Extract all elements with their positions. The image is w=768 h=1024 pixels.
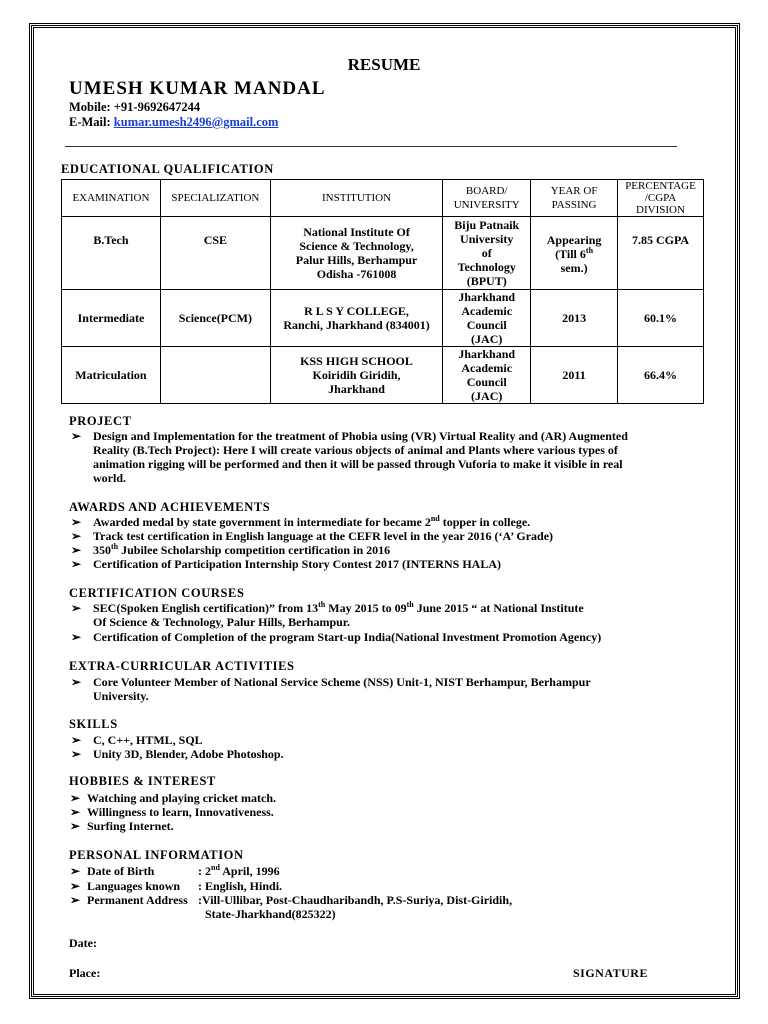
certification-item (71, 600, 584, 629)
inst-line: KSS HIGH SCHOOL (300, 354, 413, 368)
project-line: world. (93, 471, 126, 485)
project-line: Design and Implementation for the treatment of Phobia using (VR) Virtual Reality and (AR) Augmented (93, 429, 628, 443)
year-cell (531, 217, 618, 290)
spec-cell: CSE (160, 217, 270, 290)
award-text: Awarded medal by state government in intermediate for became 2 (93, 515, 431, 529)
hobby-item (70, 819, 174, 833)
hobby-item (70, 805, 274, 819)
board-line: (JAC) (471, 332, 503, 346)
email-line (69, 115, 278, 130)
cert-text: May 2015 to 09 (325, 601, 407, 615)
cert-text: Certification of Completion of the program Start-up India(National Investment Promotion Agency) (93, 630, 602, 644)
cert-sup: th (406, 600, 414, 609)
header-year: YEAR OF PASSING (531, 180, 618, 217)
board-line: Academic (461, 304, 513, 318)
board-line: Council (466, 318, 507, 332)
inst-line: Palur Hills, Berhampur (295, 253, 418, 267)
dob-label: Date of Birth (87, 864, 155, 878)
inst-line: R L S Y COLLEGE, (304, 304, 409, 318)
header-divider (65, 146, 677, 147)
mobile-number: Mobile: +91-9692647244 (69, 100, 201, 114)
score-cell: 60.1% (618, 290, 704, 347)
header-examination: EXAMINATION (62, 180, 161, 217)
arrow-bullet-icon: ➢ (71, 529, 82, 543)
address-label: Permanent Address (87, 893, 188, 907)
address-line2: State-Jharkhand(825322) (205, 907, 336, 921)
certification-heading: CERTIFICATION COURSES (69, 586, 245, 600)
header-institution: INSTITUTION (270, 180, 442, 217)
address-value: :Vill-Ullibar, Post-Chaudharibandh, P.S-Suriya, Dist-Giridih, (198, 893, 513, 907)
cert-text: SEC(Spoken English certification)” from 13 (93, 601, 319, 615)
arrow-bullet-icon: ➢ (71, 630, 82, 644)
cert-line (93, 601, 584, 615)
award-item (71, 529, 554, 543)
dob-value: April, 1996 (219, 864, 280, 878)
arrow-bullet-icon: ➢ (71, 675, 82, 689)
award-text: Jubilee Scholarship competition certification in 2016 (118, 543, 391, 557)
board-cell (443, 347, 531, 404)
resume-title: RESUME (347, 55, 421, 74)
header-specialization: SPECIALIZATION (160, 180, 270, 217)
board-cell (443, 217, 531, 290)
candidate-name: UMESH KUMAR MANDAL (69, 78, 326, 99)
table-row (62, 347, 704, 404)
board-cell (443, 290, 531, 347)
email-link[interactable]: kumar.umesh2496@gmail.com (113, 115, 279, 129)
year-text: (Till 6 (555, 247, 586, 261)
skill-text: C, C++, HTML, SQL (93, 733, 203, 747)
extracurricular-item (71, 675, 591, 703)
header-percentage: PERCENTAGE /CGPA DIVISION (618, 180, 704, 217)
arrow-bullet-icon: ➢ (71, 557, 82, 571)
hobby-item (70, 791, 277, 805)
spec-cell: Science(PCM) (160, 290, 270, 347)
awards-heading: AWARDS AND ACHIEVEMENTS (69, 500, 271, 514)
certification-item (71, 630, 602, 644)
arrow-bullet-icon: ➢ (71, 429, 82, 443)
inst-line: National Institute Of (303, 225, 410, 239)
board-line: (JAC) (471, 389, 503, 403)
inst-line: Jharkhand (328, 382, 385, 396)
arrow-bullet-icon: ➢ (70, 879, 81, 893)
award-text: topper in college. (439, 515, 531, 529)
institution-cell (270, 290, 442, 347)
education-heading: EDUCATIONAL QUALIFICATION (61, 162, 274, 176)
skill-text: Unity 3D, Blender, Adobe Photoshop. (93, 747, 284, 761)
arrow-bullet-icon: ➢ (71, 543, 82, 557)
hobby-text: Willingness to learn, Innovativeness. (87, 805, 274, 819)
languages-value: : English, Hindi. (198, 879, 283, 893)
email-label: E-Mail: (69, 115, 114, 129)
hobby-text: Watching and playing cricket match. (87, 791, 277, 805)
spec-cell (160, 347, 270, 404)
project-heading: PROJECT (69, 414, 132, 428)
year-sup: th (585, 246, 594, 255)
award-sup: nd (430, 514, 440, 523)
dob-sup: nd (211, 863, 220, 872)
arrow-bullet-icon: ➢ (70, 791, 81, 805)
arrow-bullet-icon: ➢ (71, 601, 82, 615)
skill-item (71, 733, 203, 747)
dob-value: : 2 (198, 864, 211, 878)
dob-item (70, 863, 280, 878)
board-line: University (460, 232, 514, 246)
institution-cell (270, 347, 442, 404)
personal-heading: PERSONAL INFORMATION (69, 848, 244, 862)
languages-label: Languages known (87, 879, 181, 893)
cert-sup: th (318, 600, 326, 609)
extracurricular-heading: EXTRA-CURRICULAR ACTIVITIES (69, 659, 295, 673)
award-text: 350 (93, 543, 111, 557)
arrow-bullet-icon: ➢ (71, 747, 82, 761)
arrow-bullet-icon: ➢ (71, 733, 82, 747)
arrow-bullet-icon: ➢ (70, 864, 81, 878)
place-label: Place: (69, 966, 101, 980)
board-line: (BPUT) (466, 274, 507, 288)
project-line: animation rigging will be performed and then it will be passed through Vuforia to make it visible in real (93, 457, 623, 471)
inst-line: Science & Technology, (299, 239, 414, 253)
board-line: Jharkhand (458, 347, 516, 361)
education-header-row (62, 180, 704, 217)
skills-heading: SKILLS (69, 717, 118, 731)
board-line: of (481, 246, 492, 260)
exam-cell: Matriculation (62, 347, 161, 404)
extra-line: University. (93, 689, 149, 703)
inst-line: Odisha -761008 (316, 267, 397, 281)
board-line: Council (466, 375, 507, 389)
arrow-bullet-icon: ➢ (71, 515, 82, 529)
board-line: Academic (461, 361, 513, 375)
arrow-bullet-icon: ➢ (70, 805, 81, 819)
year-line: sem.) (560, 261, 588, 275)
board-line: Biju Patnaik (454, 218, 520, 232)
education-table (61, 179, 704, 404)
signature-label: SIGNATURE (573, 966, 648, 980)
address-item (70, 893, 513, 907)
score-cell: 66.4% (618, 347, 704, 404)
year-cell: 2013 (531, 290, 618, 347)
exam-cell: Intermediate (62, 290, 161, 347)
award-item (71, 542, 391, 557)
year-cell: 2011 (531, 347, 618, 404)
award-text: Certification of Participation Internship Story Contest 2017 (INTERNS HALA) (93, 557, 501, 571)
year-line (534, 247, 614, 261)
board-line: Technology (457, 260, 516, 274)
cert-text: June 2015 “ at National Institute (413, 601, 584, 615)
project-item (71, 429, 628, 485)
extra-line: Core Volunteer Member of National Service Scheme (NSS) Unit-1, NIST Berhampur, Berhampur (93, 675, 591, 689)
cert-line: Of Science & Technology, Palur Hills, Berhampur. (93, 615, 351, 629)
skill-item (71, 747, 284, 761)
award-text: Track test certification in English language at the CEFR level in the year 2016 (‘A’ Grade) (93, 529, 554, 543)
exam-cell: B.Tech (62, 217, 161, 290)
score-cell: 7.85 CGPA (618, 217, 704, 290)
award-item (71, 557, 501, 571)
institution-cell (270, 217, 442, 290)
languages-item (70, 879, 283, 893)
arrow-bullet-icon: ➢ (70, 819, 81, 833)
award-sup: th (111, 542, 119, 551)
table-row (62, 217, 704, 290)
inst-line: Koiridih Giridih, (312, 368, 401, 382)
date-label: Date: (69, 936, 97, 950)
board-line: Jharkhand (458, 290, 516, 304)
inst-line: Ranchi, Jharkhand (834001) (283, 318, 430, 332)
project-line: Reality (B.Tech Project): Here I will create various objects of animal and Plants where various types of (93, 443, 618, 457)
year-line: Appearing (546, 233, 602, 247)
award-item (71, 514, 531, 529)
hobby-text: Surfing Internet. (87, 819, 174, 833)
header-board: BOARD/ UNIVERSITY (443, 180, 531, 217)
hobbies-heading: HOBBIES & INTEREST (69, 774, 216, 788)
arrow-bullet-icon: ➢ (70, 893, 81, 907)
table-row (62, 290, 704, 347)
